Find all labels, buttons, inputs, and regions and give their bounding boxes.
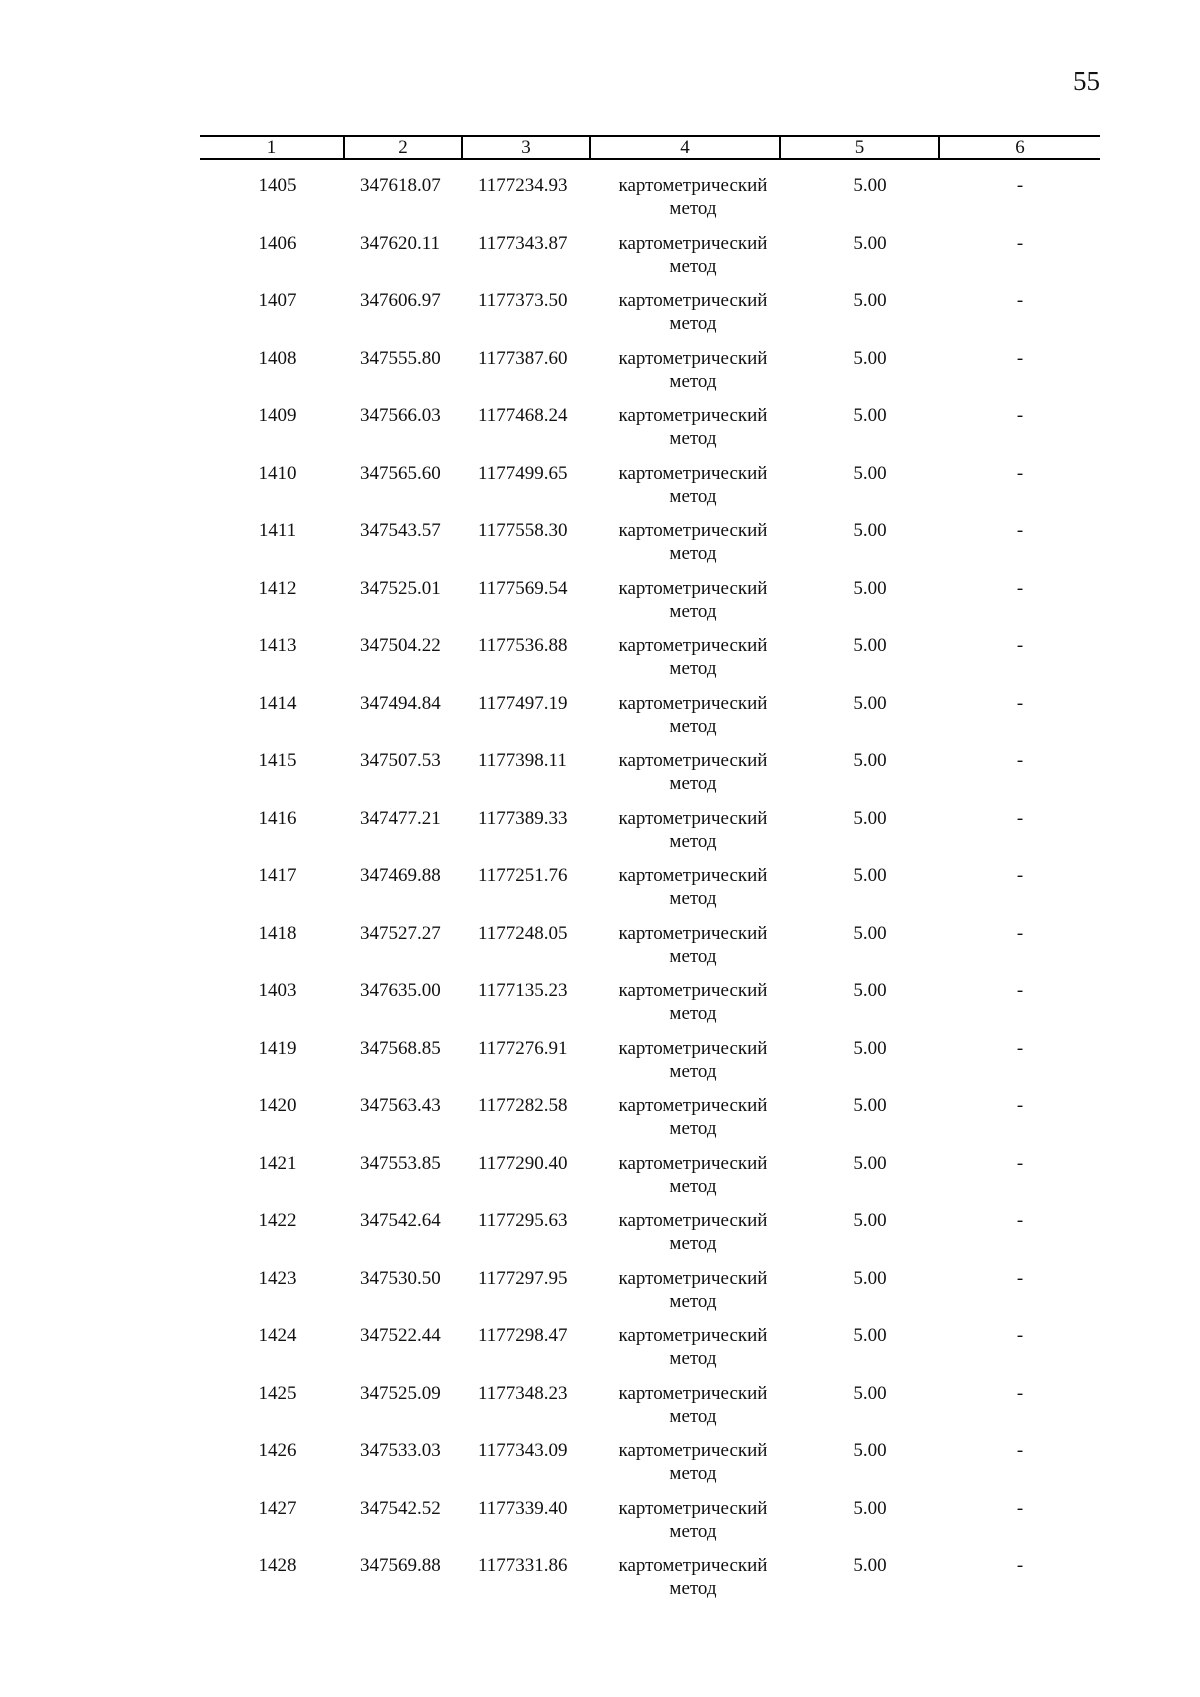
method (598, 1554, 788, 1600)
point-number: 1423 (258, 1267, 297, 1289)
method-line: метод (669, 428, 717, 449)
accuracy: 5.00 (853, 1095, 887, 1116)
method (598, 807, 788, 853)
method (598, 174, 788, 220)
coord-x: 347543.57 (360, 520, 441, 541)
method-line: картометрический (618, 462, 768, 484)
coord-y: 1177339.40 (478, 1497, 568, 1519)
point-number: 1411 (258, 520, 297, 541)
description: - (1016, 232, 1024, 254)
header-col-4: 4 (591, 137, 781, 158)
method (598, 1037, 788, 1083)
coord-y: 1177343.09 (478, 1440, 568, 1461)
coord-y: 1177297.95 (478, 1267, 568, 1289)
method-line: метод (669, 1578, 717, 1599)
table-row (200, 404, 1100, 462)
point-number: 1406 (258, 232, 297, 254)
method (598, 1152, 788, 1198)
coord-x: 347563.43 (360, 1095, 441, 1116)
method (598, 1267, 788, 1313)
description: - (1016, 635, 1024, 656)
table-row (200, 1382, 1100, 1440)
table-row (200, 519, 1100, 577)
method (598, 1094, 788, 1140)
coord-y: 1177248.05 (478, 922, 568, 944)
coord-x: 347494.84 (360, 692, 441, 714)
coord-x: 347553.85 (360, 1152, 441, 1174)
coord-x: 347635.00 (360, 980, 441, 1001)
description: - (1016, 922, 1024, 944)
description: - (1016, 1382, 1024, 1404)
point-number: 1424 (258, 1325, 297, 1346)
table-row (200, 979, 1100, 1037)
page-number: 55 (1073, 66, 1100, 96)
method-line: картометрический (618, 1095, 768, 1116)
table-row (200, 174, 1100, 232)
method-line: картометрический (618, 922, 768, 944)
table-row (200, 1554, 1100, 1612)
coord-x: 347606.97 (360, 290, 441, 311)
point-number: 1418 (258, 922, 297, 944)
coord-y: 1177295.63 (478, 1210, 568, 1231)
method-line: метод (669, 600, 717, 622)
point-number: 1405 (258, 175, 297, 196)
accuracy: 5.00 (853, 922, 887, 944)
description: - (1016, 347, 1024, 369)
table-row (200, 1037, 1100, 1095)
header-col-2: 2 (345, 137, 463, 158)
coord-x: 347542.64 (360, 1210, 441, 1231)
coord-x: 347522.44 (360, 1325, 441, 1346)
coord-y: 1177468.24 (478, 405, 568, 426)
coord-x: 347525.01 (360, 577, 441, 599)
description: - (1016, 520, 1024, 541)
table-row (200, 462, 1100, 520)
point-number: 1410 (258, 462, 297, 484)
point-number: 1426 (258, 1440, 297, 1461)
coord-x: 347527.27 (360, 922, 441, 944)
method-line: метод (669, 715, 717, 737)
method (598, 1497, 788, 1543)
table-header (200, 135, 1100, 160)
point-number: 1425 (258, 1382, 297, 1404)
accuracy: 5.00 (853, 175, 887, 196)
method (598, 1439, 788, 1485)
accuracy: 5.00 (853, 1210, 887, 1231)
description: - (1016, 577, 1024, 599)
method-line: картометрический (618, 347, 768, 369)
coord-x: 347469.88 (360, 865, 441, 886)
accuracy: 5.00 (853, 347, 887, 369)
coord-x: 347620.11 (360, 232, 441, 254)
coord-x: 347533.03 (360, 1440, 441, 1461)
method-line: картометрический (618, 980, 768, 1001)
coord-y: 1177282.58 (478, 1095, 568, 1116)
table-row (200, 1267, 1100, 1325)
accuracy: 5.00 (853, 1037, 887, 1059)
coord-x: 347618.07 (360, 175, 441, 196)
accuracy: 5.00 (853, 635, 887, 656)
coord-y: 1177387.60 (478, 347, 568, 369)
method-line: метод (669, 888, 717, 909)
coord-y: 1177398.11 (478, 750, 567, 771)
accuracy: 5.00 (853, 405, 887, 426)
coord-x: 347525.09 (360, 1382, 441, 1404)
method (598, 577, 788, 623)
table-row (200, 577, 1100, 635)
table-row (200, 289, 1100, 347)
coord-y: 1177536.88 (478, 635, 568, 656)
method-line: картометрический (618, 1267, 768, 1289)
method-line: картометрический (618, 1497, 768, 1519)
point-number: 1409 (258, 405, 297, 426)
description: - (1016, 1325, 1024, 1346)
method-line: картометрический (618, 692, 768, 714)
header-col-3: 3 (463, 137, 591, 158)
method-line: картометрический (618, 1152, 768, 1174)
method-line: картометрический (618, 865, 768, 886)
accuracy: 5.00 (853, 1152, 887, 1174)
point-number: 1408 (258, 347, 297, 369)
method (598, 462, 788, 508)
method-line: картометрический (618, 290, 768, 311)
method (598, 404, 788, 450)
method (598, 1324, 788, 1370)
coord-y: 1177389.33 (478, 807, 568, 829)
point-number: 1416 (258, 807, 297, 829)
point-number: 1414 (258, 692, 297, 714)
accuracy: 5.00 (853, 232, 887, 254)
method-line: метод (669, 255, 717, 277)
table-row (200, 1094, 1100, 1152)
accuracy: 5.00 (853, 807, 887, 829)
method (598, 922, 788, 968)
method-line: метод (669, 773, 717, 794)
method-line: метод (669, 1348, 717, 1369)
accuracy: 5.00 (853, 1325, 887, 1346)
method-line: картометрический (618, 1555, 768, 1576)
table-row (200, 1152, 1100, 1210)
point-number: 1421 (258, 1152, 297, 1174)
description: - (1016, 692, 1024, 714)
accuracy: 5.00 (853, 865, 887, 886)
accuracy: 5.00 (853, 1497, 887, 1519)
method-line: метод (669, 945, 717, 967)
method-line: картометрический (618, 1382, 768, 1404)
method (598, 749, 788, 795)
accuracy: 5.00 (853, 1382, 887, 1404)
method-line: картометрический (618, 577, 768, 599)
coord-y: 1177331.86 (478, 1555, 568, 1576)
method (598, 692, 788, 738)
method (598, 634, 788, 680)
method-line: метод (669, 1463, 717, 1484)
accuracy: 5.00 (853, 980, 887, 1001)
coord-x: 347569.88 (360, 1555, 441, 1576)
point-number: 1420 (258, 1095, 297, 1116)
coord-x: 347565.60 (360, 462, 441, 484)
description: - (1016, 1267, 1024, 1289)
coord-y: 1177497.19 (478, 692, 568, 714)
table-row (200, 1209, 1100, 1267)
coord-y: 1177558.30 (478, 520, 568, 541)
method-line: метод (669, 1520, 717, 1542)
method-line: метод (669, 313, 717, 334)
description: - (1016, 807, 1024, 829)
coord-y: 1177569.54 (478, 577, 568, 599)
table-row (200, 922, 1100, 980)
method-line: метод (669, 1118, 717, 1139)
point-number: 1415 (258, 750, 297, 771)
description: - (1016, 290, 1024, 311)
coord-x: 347507.53 (360, 750, 441, 771)
coord-x: 347504.22 (360, 635, 441, 656)
accuracy: 5.00 (853, 750, 887, 771)
method (598, 864, 788, 910)
coord-y: 1177290.40 (478, 1152, 568, 1174)
coord-y: 1177135.23 (478, 980, 568, 1001)
description: - (1016, 175, 1024, 196)
coord-y: 1177298.47 (478, 1325, 568, 1346)
method-line: метод (669, 543, 717, 564)
coord-x: 347530.50 (360, 1267, 441, 1289)
point-number: 1407 (258, 290, 297, 311)
point-number: 1428 (258, 1555, 297, 1576)
description: - (1016, 1095, 1024, 1116)
method-line: метод (669, 1060, 717, 1082)
accuracy: 5.00 (853, 462, 887, 484)
table-row (200, 634, 1100, 692)
coord-y: 1177343.87 (478, 232, 568, 254)
coord-x: 347555.80 (360, 347, 441, 369)
description: - (1016, 980, 1024, 1001)
method-line: картометрический (618, 1037, 768, 1059)
coord-y: 1177276.91 (478, 1037, 568, 1059)
point-number: 1422 (258, 1210, 297, 1231)
method-line: метод (669, 1290, 717, 1312)
method-line: картометрический (618, 807, 768, 829)
table-row (200, 807, 1100, 865)
method-line: метод (669, 370, 717, 392)
coordinates-table-body (200, 174, 1100, 1612)
method-line: метод (669, 1175, 717, 1197)
method (598, 232, 788, 278)
description: - (1016, 1037, 1024, 1059)
coord-y: 1177234.93 (478, 175, 568, 196)
coord-x: 347566.03 (360, 405, 441, 426)
method-line: картометрический (618, 520, 768, 541)
method-line: метод (669, 830, 717, 852)
coord-x: 347542.52 (360, 1497, 441, 1519)
point-number: 1419 (258, 1037, 297, 1059)
method-line: картометрический (618, 635, 768, 656)
description: - (1016, 1555, 1024, 1576)
accuracy: 5.00 (853, 1267, 887, 1289)
point-number: 1412 (258, 577, 297, 599)
method (598, 1209, 788, 1255)
header-col-6: 6 (1015, 137, 1025, 158)
method-line: метод (669, 1233, 717, 1254)
method-line: картометрический (618, 405, 768, 426)
method-line: метод (669, 1003, 717, 1024)
table-row (200, 1324, 1100, 1382)
method (598, 289, 788, 335)
accuracy: 5.00 (853, 577, 887, 599)
method (598, 347, 788, 393)
point-number: 1403 (258, 980, 297, 1001)
description: - (1016, 865, 1024, 886)
header-col-5: 5 (781, 137, 940, 158)
description: - (1016, 750, 1024, 771)
accuracy: 5.00 (853, 692, 887, 714)
description: - (1016, 1497, 1024, 1519)
accuracy: 5.00 (853, 1440, 887, 1461)
method (598, 519, 788, 565)
method (598, 1382, 788, 1428)
accuracy: 5.00 (853, 520, 887, 541)
coord-y: 1177251.76 (478, 865, 568, 886)
description: - (1016, 462, 1024, 484)
table-row (200, 1439, 1100, 1497)
table-row (200, 749, 1100, 807)
method (598, 979, 788, 1025)
description: - (1016, 1152, 1024, 1174)
method-line: картометрический (618, 1440, 768, 1461)
coord-y: 1177348.23 (478, 1382, 568, 1404)
coord-x: 347568.85 (360, 1037, 441, 1059)
coord-y: 1177499.65 (478, 462, 568, 484)
method-line: картометрический (618, 1210, 768, 1231)
accuracy: 5.00 (853, 1555, 887, 1576)
coord-x: 347477.21 (360, 807, 441, 829)
table-row (200, 347, 1100, 405)
method-line: картометрический (618, 750, 768, 771)
accuracy: 5.00 (853, 290, 887, 311)
point-number: 1417 (258, 865, 297, 886)
table-row (200, 232, 1100, 290)
point-number: 1427 (258, 1497, 297, 1519)
method-line: метод (669, 1405, 717, 1427)
description: - (1016, 1440, 1024, 1461)
table-row (200, 692, 1100, 750)
method-line: метод (669, 485, 717, 507)
coord-y: 1177373.50 (478, 290, 568, 311)
description: - (1016, 405, 1024, 426)
point-number: 1413 (258, 635, 297, 656)
table-row (200, 864, 1100, 922)
header-col-1: 1 (200, 137, 345, 158)
method-line: метод (669, 198, 717, 219)
table-row (200, 1497, 1100, 1555)
method-line: картометрический (618, 175, 768, 196)
method-line: метод (669, 658, 717, 679)
method-line: картометрический (618, 1325, 768, 1346)
description: - (1016, 1210, 1024, 1231)
method-line: картометрический (618, 232, 768, 254)
